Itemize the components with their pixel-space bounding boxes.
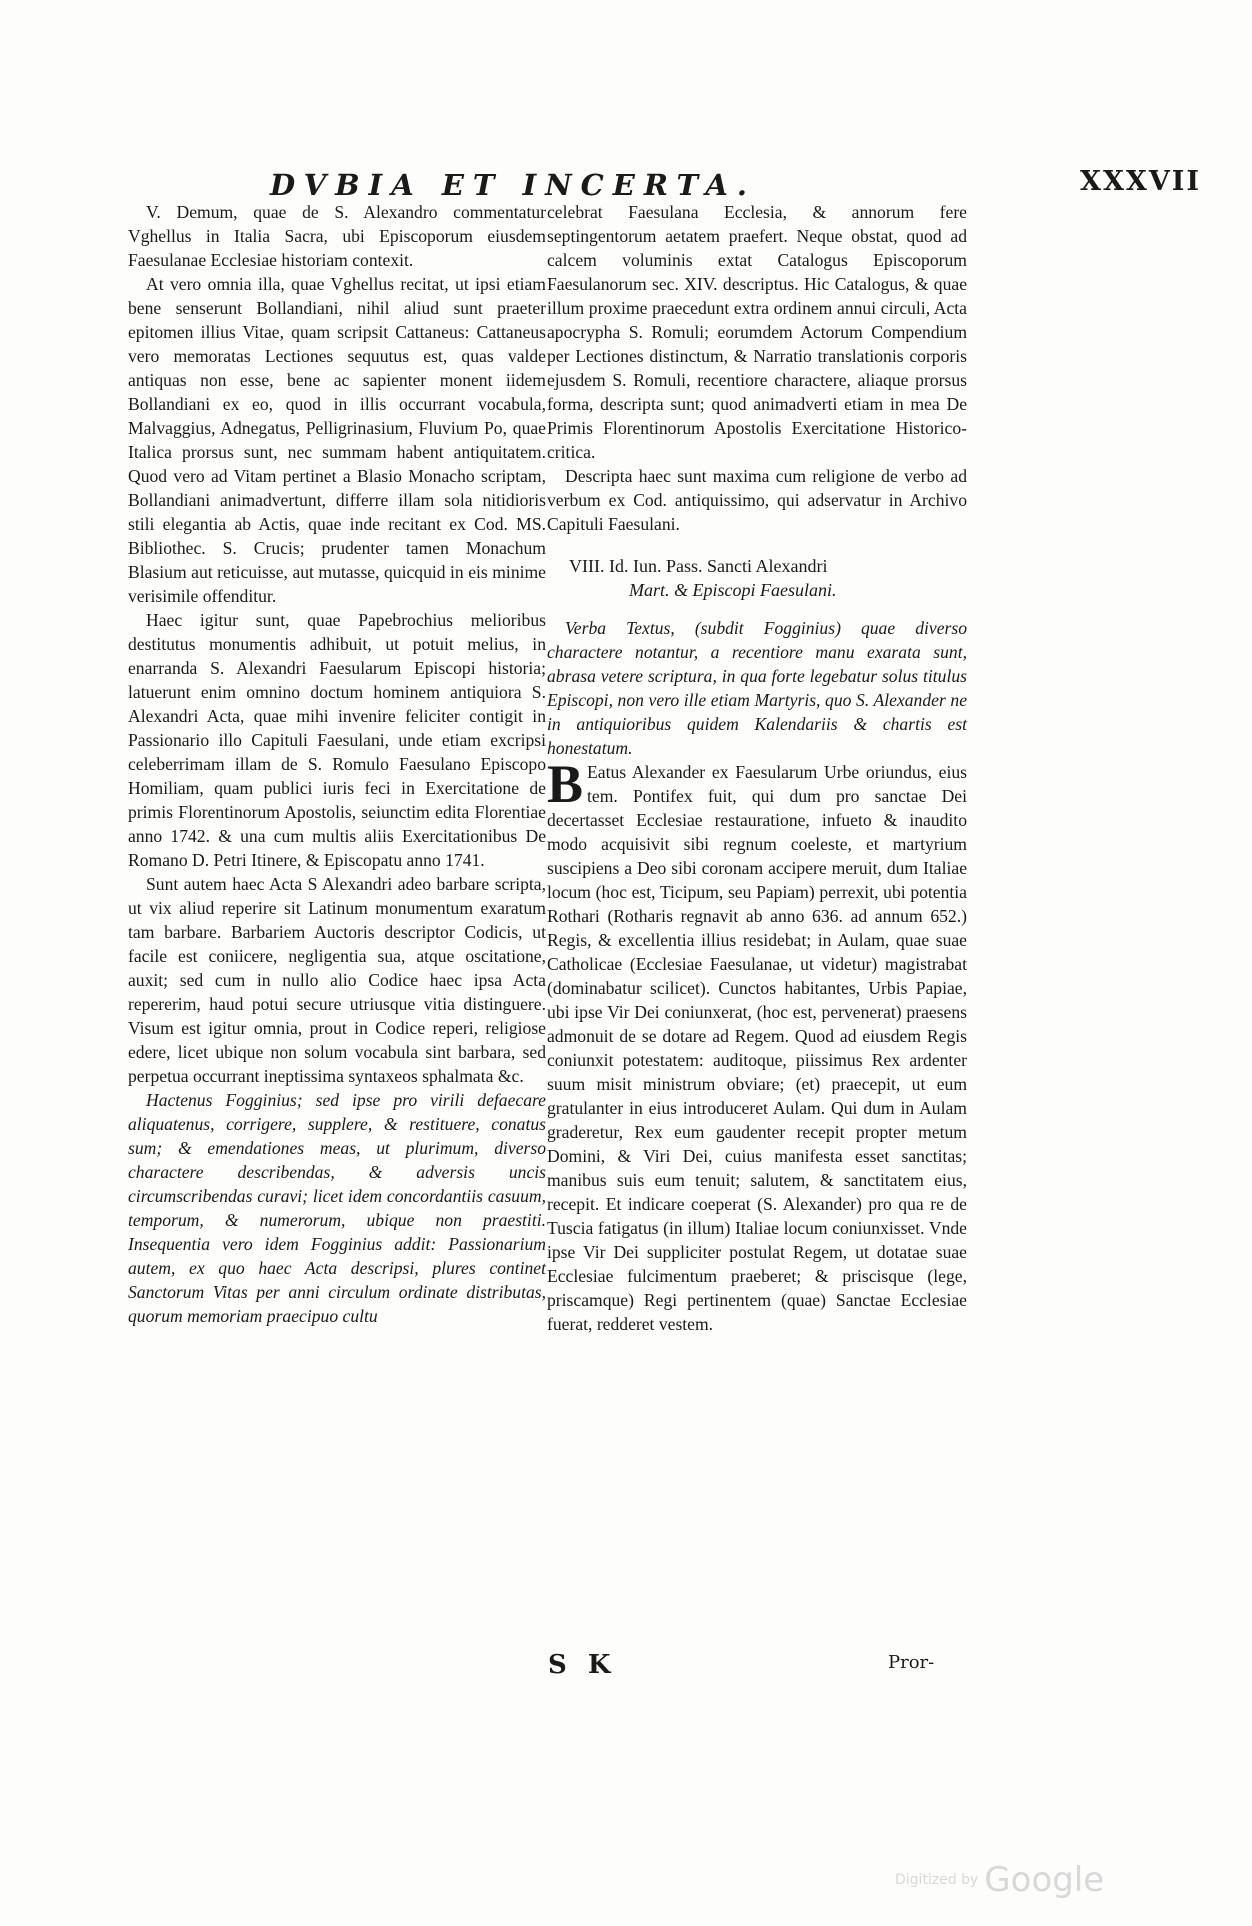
left-paragraph: At vero omnia illa, quae Vghellus recitat, ut ipsi etiam bene senserunt Bollandiani, nihil aliud sunt praeter epitomen illius Vitae, quam scripsit Cattaneus: Cattaneus vero memoratas Lectiones sequutus est, quas valde antiquas non esse, bene ac sapienter monent iidem Bollandiani ex eo, quod in illis occurrant vocabula, Malvaggius, Adnegatus, Pelligrinasium, Fluvium Po, quae Italica prorsus sunt, nec summam habent antiquitatem. Quod vero ad Vitam pertinet a Blasio Monacho scriptam, Bollandiani animadvertunt, differre illam sola nitidioris stili elegantia ab Actis, quae inde recitant ex Cod. MS. Bibliothec. S. Crucis; prudenter tamen Monachum Blasium aut reticuisse, aut mutasse, quicquid in eis minime verisimile offenditur. [128, 274, 546, 606]
acta-text [547, 754, 967, 1336]
page-number: XXXVII [1080, 166, 1202, 197]
left-column [128, 200, 546, 1328]
feast-heading-line: VIII. Id. Iun. Pass. Sancti Alexandri [569, 556, 828, 576]
right-paragraph: Descripta haec sunt maxima cum religione de verbo ad verbum ex Cod. antiquissimo, qui adservatur in Archivo Capituli Faesulani. [547, 466, 967, 534]
left-paragraph: Hactenus Fogginius; sed ipse pro virili defaecare aliquatenus, corrigere, supplere, & restituere, conatus sum; & emendationes meas, ut plurimum, diverso charactere describendas, & adversis uncis circumscribendas curavi; licet idem concordantiis casuum, temporum, & numerorum, ubique non praestiti. Insequentia vero idem Fogginius addit: Passionarium autem, ex quo haec Acta descripsi, plures continet Sanctorum Vitas per anni circulum ordinate distributas, quorum memoriam praecipuo cultu [128, 1090, 546, 1326]
feast-heading-line: Mart. & Episcopi Faesulani. [629, 580, 837, 600]
acta-body: Eatus Alexander ex Faesularum Urbe oriundus, eius tem. Pontifex fuit, qui dum pro sanctae Dei decertasset Ecclesiae restauratione, infueto & inaudito modo acquisivit sibi regnum coeleste, et martyrium suscipiens a Deo sibi coronam accipere meruit, dum Italiae locum (hoc est, Ticipum, seu Papiam) perrexit, ubi potentia Rothari (Rotharis regnavit ab anno 636. ad annum 652.) Regis, & excellentia illius residebat; in Aulam, quae suae Catholicae (Ecclesiae Faesulanae, ut videtur) magistrabat (dominabatur scilicet). Cunctos habitantes, Urbis Papiae, ubi ipse Vir Dei coniunxerat, (hoc est, pervenerat) praesens admonuit de se dotare ad Regem. Quod ad eiusdem Regis coniunxit potestatem: auditoque, piissimus Rex ardenter suum misit ministrum obviare; (et) praecepit, ut eum gratulanter in eius introduceret Aulam. Qui dum in Aulam graderetur, Rex eum gaudenter recepit propter metum Domini, & Viri Dei, cuius manifesta esset sanctitas; manibus suis eum tenuit; salutem, & sanctitatem eius, recepit. Et indicare coeperat (S. Alexander) pro qua re de Tuscia fatigatus (in illum) Italiae locum coniunxisset. Vnde ipse Vir Dei suppliciter postulat Regem, ut dotatae suae Ecclesiae fulcimentum praeberet; & priscisque (lege, priscamque) Regi pertinentem (quae) Sanctae Ecclesiae fuerat, redderet vestem. [547, 762, 967, 1334]
right-paragraph: celebrat Faesulana Ecclesia, & annorum fere septingentorum aetatem praefert. Neque obstat, quod ad calcem voluminis extat Catalogus Episcoporum Faesulanorum sec. XIV. descriptus. Hic Catalogus, & quae illum proxime praecedunt extra ordinem annui circuli, Acta apocrypha S. Romuli; eorumdem Actorum Compendium per Lectiones distinctum, & Narratio translationis corporis ejusdem S. Romuli, recentiore charactere, aliaque prorsus forma, descripta sunt; quod animadverti etiam in mea De Primis Florentinorum Apostolis Exercitatione Historico-critica. [547, 202, 967, 462]
running-head: DVBIA ET INCERTA. [270, 168, 757, 202]
watermark-brand: Google [984, 1860, 1105, 1900]
signature-mark: S K [548, 1650, 617, 1680]
left-paragraph: V. Demum, quae de S. Alexandro commentatur Vghellus in Italia Sacra, ubi Episcoporum eiusdem Faesulanae Ecclesiae historiam contexit. [128, 202, 546, 270]
left-paragraph: Sunt autem haec Acta S Alexandri adeo barbare scripta, ut vix aliud reperire sit Latinum monumentum exaratum tam barbare. Barbariem Auctoris descriptor Codicis, ut facile est coniicere, negligentia sua, atque oscitatione, auxit; sed cum in nullo alio Codice haec ipsa Acta repererim, haud potui secure utriusque vitia distinguere. Visum est igitur omnia, prout in Codice reperi, religiose edere, licet ubique non solum vocabula sint barbara, sed perpetua occurrant ineptissima syntaxeos sphalmata &c. [128, 874, 546, 1086]
drop-cap: B [547, 754, 584, 814]
right-column [547, 200, 967, 1336]
watermark-prefix: Digitized by [895, 1872, 979, 1888]
digitization-watermark [895, 1860, 1104, 1900]
left-paragraph: Haec igitur sunt, quae Papebrochius melioribus destitutus monumentis adhibuit, ut potuit melius, in enarranda S. Alexandri Faesularum Episcopi historia; latuerunt enim omnino doctum hominem antiquiora S. Alexandri Acta, quae mihi invenire feliciter contigit in Passionario illo Capituli Faesulani, unde etiam excripsi celeberrimam illam de S. Romulo Faesulano Episcopo Homiliam, quam publici iuris feci in Exercitatione de primis Florentinorum Apostolis, seiunctim edita Florentiae anno 1742. & una cum multis aliis Exercitationibus De Romano D. Petri Itinere, & Episcopatu anno 1741. [128, 610, 546, 870]
editorial-note: Verba Textus, (subdit Fogginius) quae diverso charactere notantur, a recentiore manu exarata sunt, abrasa vetere scriptura, in qua forte legebatur solus titulus Episcopi, non vero ille etiam Martyris, quo S. Alexander ne in antiquioribus quidem Kalendariis & chartis est honestatum. [547, 618, 967, 758]
feast-heading [569, 554, 967, 602]
catchword: Pror- [888, 1652, 935, 1673]
